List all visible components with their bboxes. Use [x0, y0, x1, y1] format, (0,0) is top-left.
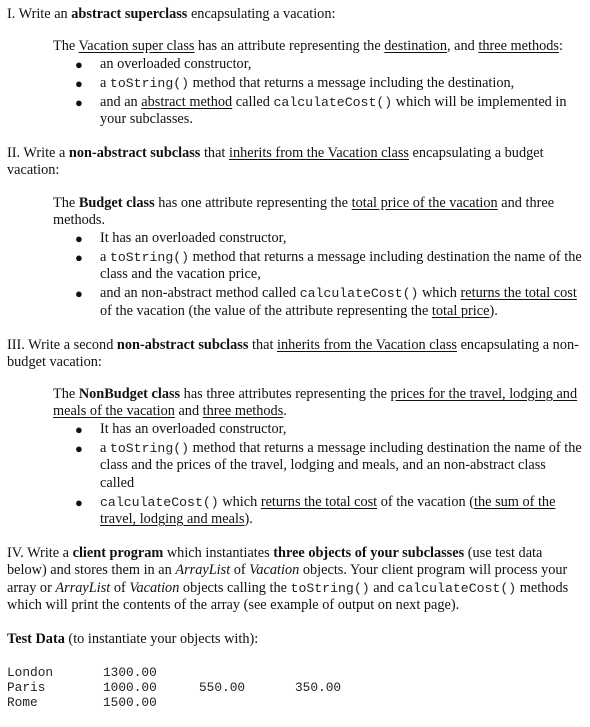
section-1-heading: I. Write an abstract superclass encapsulating a vacation: — [7, 6, 336, 22]
list-item: ● It has an overloaded constructor, — [75, 230, 287, 246]
test-data-heading: Test Data (to instantiate your objects with): — [7, 631, 259, 647]
bullet-icon: ● — [75, 286, 83, 302]
bullet-icon: ● — [75, 440, 83, 456]
table-cell: Rome — [7, 695, 38, 710]
section-2-heading: II. Write a non-abstract subclass that inherits from the Vacation class encapsulating a budget vacation: — [7, 145, 544, 179]
budget-methods-list — [53, 230, 583, 322]
bullet-icon: ● — [75, 249, 83, 265]
table-cell: 1500.00 — [103, 695, 157, 710]
section-3-heading: III. Write a second non-abstract subclass that inherits from the Vacation class encapsulating a non-budget vacation: — [7, 337, 579, 371]
table-cell: 1300.00 — [103, 665, 157, 680]
bullet-icon: ● — [75, 57, 83, 72]
list-item: ● an overloaded constructor, — [75, 56, 252, 72]
section-4-paragraph: IV. Write a client program which instantiates three objects of your subclasses (use test data below) and stores them in an ArrayList of Vacation objects. Your client program will process your array or ArrayList of Vacation objects calling the toString() and calculateCost() methods which will print the contents of the array (see example of output on next page). — [7, 545, 569, 614]
list-item: ● a toString() method that returns a message including the destination, — [75, 74, 515, 91]
list-item: ● and an non-abstract method called calculateCost() which returns the total cost of the vacation (the value of the attribute representing the total price). — [75, 285, 577, 319]
vacation-class-description: The Vacation super class has an attribute representing the destination, and three methods: — [53, 38, 563, 54]
bullet-icon: ● — [75, 75, 83, 91]
bullet-icon: ● — [75, 494, 83, 510]
table-cell: 1000.00 — [103, 680, 157, 695]
list-item: ● a toString() method that returns a message including destination the name of the class and the vacation price, — [75, 248, 582, 283]
nonbudget-class-description: The NonBudget class has three attributes representing the prices for the travel, lodging and meals of the vacation and three methods. — [53, 386, 578, 420]
vacation-methods-list — [53, 56, 583, 130]
list-item: ● It has an overloaded constructor, — [75, 421, 287, 437]
nonbudget-methods-list — [53, 421, 583, 530]
list-item: ● calculateCost() which returns the total cost of the vacation (the sum of the travel, lodging and meals). — [75, 493, 556, 528]
list-item: ● and an abstract method called calculateCost() which will be implemented in your subclasses. — [75, 93, 567, 128]
table-cell: 550.00 — [199, 680, 246, 695]
budget-class-description: The Budget class has one attribute representing the total price of the vacation and three methods. — [53, 195, 555, 229]
table-cell: Paris — [7, 680, 46, 695]
table-cell: London — [7, 665, 54, 680]
bullet-icon: ● — [75, 94, 83, 110]
bullet-icon: ● — [75, 231, 83, 246]
list-item: ● a toString() method that returns a message including destination the name of the class and the prices of the travel, lodging and meals, and an non-abstract class called — [75, 439, 582, 491]
table-cell: 350.00 — [295, 680, 342, 695]
bullet-icon: ● — [75, 422, 83, 437]
